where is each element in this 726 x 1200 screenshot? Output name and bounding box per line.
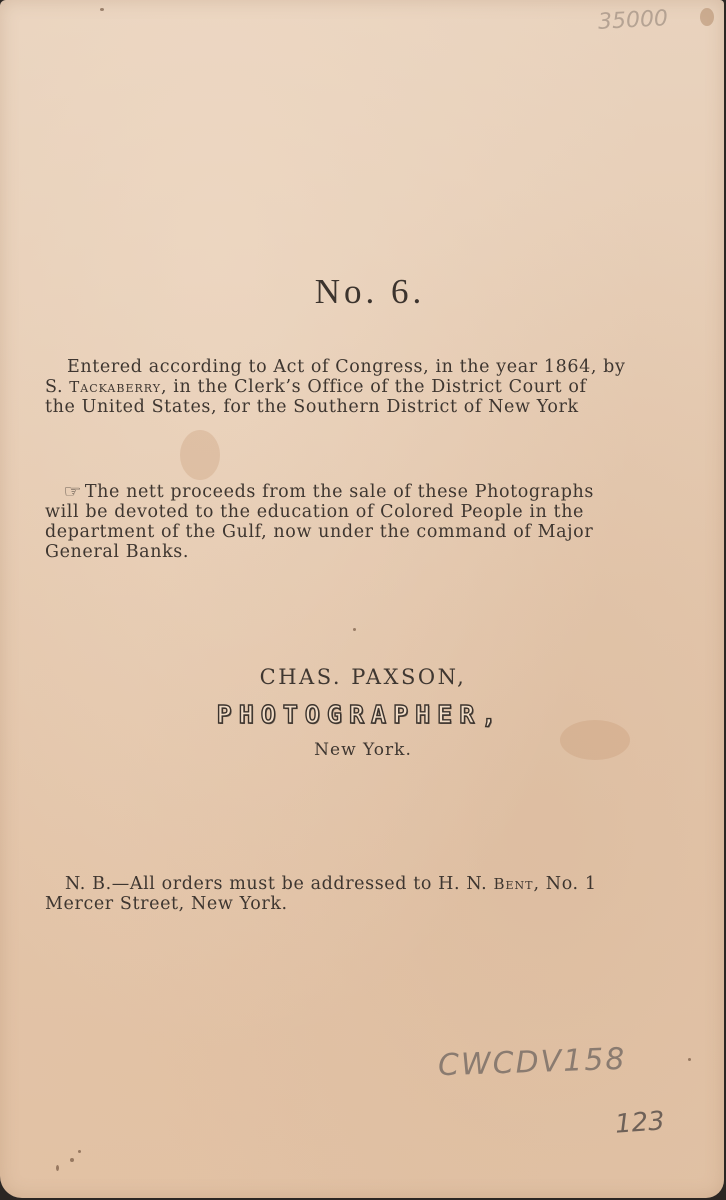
- agent-name: Bent: [493, 875, 534, 893]
- age-speck: [70, 1158, 74, 1162]
- age-speck: [56, 1165, 59, 1171]
- photographer-title: PHOTOGRAPHER,: [216, 700, 504, 729]
- catalog-number-annotation: CWCDV158: [437, 1041, 628, 1084]
- copyright-line-2-suffix: , in the Clerk’s Office of the District Court of: [160, 377, 587, 397]
- nota-bene-prefix: N. B.—All orders must be addressed to H. N.: [65, 874, 494, 894]
- age-stain: [180, 430, 220, 480]
- proceeds-notice: [45, 482, 594, 562]
- age-speck: [100, 8, 104, 11]
- copyright-line-3-text: the United States, for the Southern District of New York: [45, 397, 579, 417]
- pointing-hand-icon: ☞: [63, 482, 83, 502]
- copyright-line-2-text: [45, 377, 587, 397]
- nota-bene: [45, 874, 597, 914]
- studio-city: New York.: [314, 740, 412, 760]
- inventory-number-annotation: 35000: [597, 6, 669, 35]
- nota-bene-line-2: Mercer Street, New York.: [45, 894, 288, 914]
- age-stain: [700, 8, 714, 26]
- proceeds-line-2: will be devoted to the education of Colored People in the: [45, 502, 585, 522]
- age-speck: [78, 1150, 81, 1153]
- nota-bene-suffix: , No. 1: [533, 874, 597, 894]
- registrant-name: Tackaberry: [69, 378, 161, 396]
- proceeds-line-1: [45, 482, 594, 502]
- card-number-heading: No. 6.: [314, 272, 426, 311]
- copyright-line-3: [45, 397, 690, 417]
- photographer-name: CHAS. PAXSON,: [259, 665, 467, 689]
- proceeds-line-4: General Banks.: [45, 542, 190, 562]
- copyright-line-1: [45, 357, 690, 377]
- nota-bene-line-1: [45, 874, 597, 894]
- page-number-annotation: 123: [614, 1106, 666, 1140]
- proceeds-line-1-text: The nett proceeds from the sale of these Photographs: [84, 482, 594, 502]
- copyright-notice: [45, 357, 690, 417]
- copyright-line-1-text: Entered according to Act of Congress, in the year 1864, by: [67, 357, 626, 377]
- copyright-line-2-prefix: S.: [45, 377, 70, 397]
- age-stain: [560, 720, 630, 760]
- age-speck: [688, 1058, 691, 1061]
- age-speck: [353, 628, 356, 631]
- copyright-line-2: [45, 377, 690, 397]
- proceeds-line-3: department of the Gulf, now under the command of Major: [45, 522, 594, 542]
